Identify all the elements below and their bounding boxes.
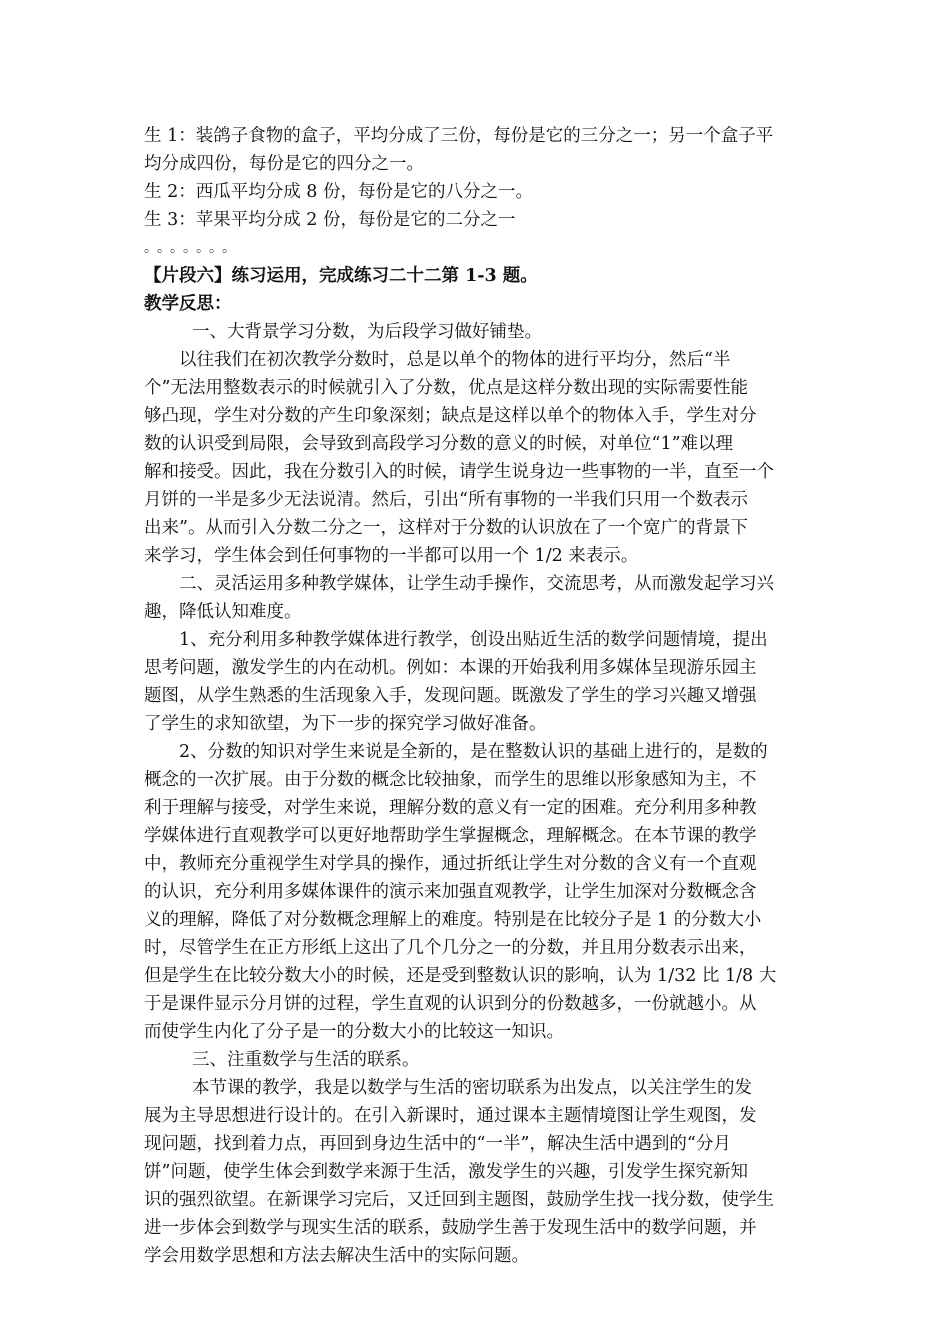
text-line: 以往我们在初次教学分数时，总是以单个的物体的进行平均分，然后“半: [179, 350, 731, 370]
text-line: 学会用数学思想和方法去解决生活中的实际问题。: [144, 1246, 529, 1266]
text-line: 来学习，学生体会到任何事物的一半都可以用一个 1/2 来表示。: [144, 546, 639, 566]
ellipsis-line: 。。。。。。。: [144, 240, 242, 256]
text-line: 够凸现，学生对分数的产生印象深刻；缺点是这样以单个的物体入手，学生对分: [144, 406, 757, 426]
document-body: [144, 122, 809, 1270]
text-line: 饼”问题，使学生体会到数学来源于生活，激发学生的兴趣，引发学生探究新知: [144, 1162, 748, 1182]
text-line: 而使学生内化了分子是一的分数大小的比较这一知识。: [144, 1022, 564, 1042]
text-line: 趣，降低认知难度。: [144, 602, 302, 622]
text-line: 但是学生在比较分数大小的时候，还是受到整数认识的影响，认为 1/32 比 1/8 大: [144, 966, 777, 986]
text-line: 进一步体会到数学与现实生活的联系，鼓励学生善于发现生活中的数学问题，并: [144, 1218, 757, 1238]
text-line: 中，教师充分重视学生对学具的操作，通过折纸让学生对分数的含义有一个直观: [144, 854, 757, 874]
text-line: 时，尽管学生在正方形纸上这出了几个几分之一的分数，并且用分数表示出来，: [144, 938, 757, 958]
text-line: 个”无法用整数表示的时候就引入了分数，优点是这样分数出现的实际需要性能: [144, 378, 748, 398]
text-line: 于是课件显示分月饼的过程，学生直观的认识到分的份数越多，一份就越小。从: [144, 994, 757, 1014]
text-line: 出来”。从而引入分数二分之一，这样对于分数的认识放在了一个宽广的背景下: [144, 518, 748, 538]
text-line: 识的强烈欲望。在新课学习完后，又迁回到主题图，鼓励学生找一找分数，使学生: [144, 1190, 774, 1210]
text-line: 1、充分利用多种教学媒体进行教学，创设出贴近生活的数学问题情境，提出: [179, 630, 768, 650]
text-line: 概念的一次扩展。由于分数的概念比较抽象，而学生的思维以形象感知为主，不: [144, 770, 757, 790]
text-line: 2、分数的知识对学生来说是全新的，是在整数认识的基础上进行的，是数的: [179, 742, 768, 762]
text-line: 生 3：苹果平均分成 2 份，每份是它的二分之一: [144, 210, 516, 230]
text-line: 现问题，找到着力点，再回到身边生活中的“一半”，解决生活中遇到的“分月: [144, 1134, 731, 1154]
text-line: 生 1：装鸽子食物的盒子，平均分成了三份，每份是它的三分之一；另一个盒子平: [144, 126, 774, 146]
subheading: 二、灵活运用多种教学媒体，让学生动手操作，交流思考，从而激发起学习兴: [179, 574, 774, 594]
text-line: 生 2：西瓜平均分成 8 份，每份是它的八分之一。: [144, 182, 533, 202]
text-line: 思考问题，激发学生的内在动机。例如：本课的开始我利用多媒体呈现游乐园主: [144, 658, 757, 678]
text-line: 学媒体进行直观教学可以更好地帮助学生掌握概念，理解概念。在本节课的教学: [144, 826, 757, 846]
text-line: 了学生的求知欲望，为下一步的探究学习做好准备。: [144, 714, 547, 734]
text-line: 题图，从学生熟悉的生活现象入手，发现问题。既激发了学生的学习兴趣又增强: [144, 686, 757, 706]
text-line: 义的理解，降低了对分数概念理解上的难度。特别是在比较分子是 1 的分数大小: [144, 910, 762, 930]
text-line: 均分成四份，每份是它的四分之一。: [144, 154, 424, 174]
reflection-heading: 教学反思：: [144, 294, 232, 314]
subheading: 三、注重数学与生活的联系。: [192, 1050, 420, 1070]
text-line: 数的认识受到局限，会导致到高段学习分数的意义的时候，对单位“1”难以理: [144, 434, 734, 454]
text-line: 本节课的教学，我是以数学与生活的密切联系为出发点，以关注学生的发: [192, 1078, 752, 1098]
text-line: 解和接受。因此，我在分数引入的时候，请学生说身边一些事物的一半，直至一个: [144, 462, 774, 482]
text-line: 月饼的一半是多少无法说清。然后，引出“所有事物的一半我们只用一个数表示: [144, 490, 748, 510]
text-line: 利于理解与接受，对学生来说，理解分数的意义有一定的困难。充分利用多种教: [144, 798, 757, 818]
section-heading: 【片段六】练习运用，完成练习二十二第 1-3 题。: [144, 266, 538, 286]
text-line: 的认识，充分利用多媒体课件的演示来加强直观教学，让学生加深对分数概念含: [144, 882, 757, 902]
subheading: 一、大背景学习分数，为后段学习做好铺垫。: [192, 322, 542, 342]
text-line: 展为主导思想进行设计的。在引入新课时，通过课本主题情境图让学生观图，发: [144, 1106, 757, 1126]
